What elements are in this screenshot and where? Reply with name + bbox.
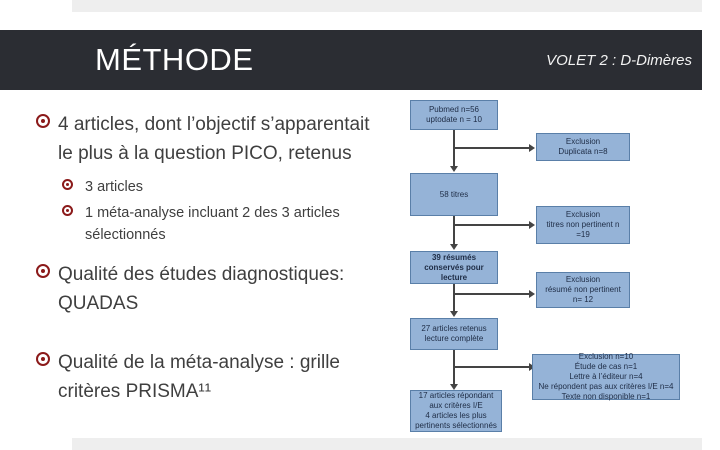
bullet-text: Qualité des études diagnostiques: QUADAS <box>58 264 345 314</box>
flow-box-text: lecture complète <box>424 334 484 343</box>
flow-box-text: =19 <box>576 230 590 239</box>
flow-box-text: Exclusion <box>565 275 601 284</box>
sub-bullet-item <box>62 176 376 198</box>
flow-connector <box>453 216 455 246</box>
prisma-flowchart <box>404 96 700 438</box>
flow-box-text: 4 articles les plus <box>425 411 487 420</box>
flow-box-text: Duplicata n=8 <box>558 147 608 156</box>
flow-box-text: 58 titres <box>439 189 469 199</box>
flow-box-text: lecture <box>440 272 468 282</box>
flow-box-exclusion-resumes <box>536 272 630 308</box>
bottom-decor-strip <box>72 438 702 450</box>
sub-bullet-list <box>62 176 376 246</box>
bullet-item <box>36 348 376 406</box>
bullet-item <box>36 260 376 318</box>
flow-box-retenus <box>410 318 498 350</box>
sub-bullet-text: 1 méta-analyse incluant 2 des 3 articles sélectionnés <box>85 205 340 243</box>
flow-box-final <box>410 390 502 432</box>
flow-box-titres <box>410 173 498 216</box>
top-decor-strip <box>72 0 702 12</box>
bullet-list <box>36 110 376 414</box>
slide-title: MÉTHODE <box>95 42 254 77</box>
flow-box-text: aux critères I/E <box>429 401 483 410</box>
flow-connector <box>454 147 530 149</box>
sub-bullet-item <box>62 202 376 246</box>
flow-box-resumes <box>410 251 498 284</box>
flow-connector <box>454 366 530 368</box>
flow-box-text: Exclusion n=10 <box>578 352 634 361</box>
flow-box-text: conservés pour <box>424 262 484 272</box>
flow-box-exclusion-titres <box>536 206 630 244</box>
bullet-target-icon <box>36 352 50 366</box>
flow-connector <box>453 284 455 313</box>
flow-arrow <box>529 290 535 298</box>
flow-box-text: uptodate n = 10 <box>426 115 482 124</box>
bullet-target-icon <box>36 114 50 128</box>
flow-box-text: Exclusion <box>565 137 601 146</box>
flow-box-text: pertinents sélectionnés <box>415 421 497 430</box>
bullet-target-icon <box>36 264 50 278</box>
flow-connector <box>454 224 530 226</box>
slide-header <box>0 30 702 90</box>
flow-arrow <box>450 244 458 250</box>
flow-box-text: Ne répondent pas aux critères I/E n=4 <box>538 382 674 391</box>
flow-arrow <box>450 311 458 317</box>
bullet-target-icon <box>62 205 73 216</box>
flow-arrow <box>529 144 535 152</box>
flow-box-text: 17 articles répondant <box>418 391 494 400</box>
flow-box-text: n= 12 <box>572 295 594 304</box>
flow-box-exclusion-lecture <box>532 354 680 400</box>
flow-arrow <box>450 166 458 172</box>
flow-box-text: Exclusion <box>565 210 601 219</box>
flow-arrow <box>529 221 535 229</box>
slide-subtitle: VOLET 2 : D-Dimères <box>546 52 692 69</box>
flow-box-text: titres non pertinent n <box>546 220 620 229</box>
bullet-text: Qualité de la méta-analyse : grille critères PRISMA¹¹ <box>58 352 340 402</box>
bullet-item <box>36 110 376 168</box>
flow-connector <box>454 293 530 295</box>
flow-box-text: 39 résumés <box>431 252 477 262</box>
flow-box-text: Pubmed n=56 <box>428 105 480 114</box>
flow-box-text: Lettre à l’éditeur n=4 <box>569 372 643 381</box>
bullet-target-icon <box>62 179 73 190</box>
flow-box-text: Étude de cas n=1 <box>574 362 638 371</box>
flow-box-text: Texte non disponible n=1 <box>561 392 651 401</box>
flow-box-text: 27 articles retenus <box>421 324 487 333</box>
flow-box-text: résumé non pertinent <box>545 285 621 294</box>
bullet-text: 4 articles, dont l’objectif s’apparentait le plus à la question PICO, retenus <box>58 114 370 164</box>
flow-box-pubmed <box>410 100 498 130</box>
flow-box-exclusion-duplicata <box>536 133 630 161</box>
sub-bullet-text: 3 articles <box>85 179 144 195</box>
flow-connector <box>453 350 455 386</box>
